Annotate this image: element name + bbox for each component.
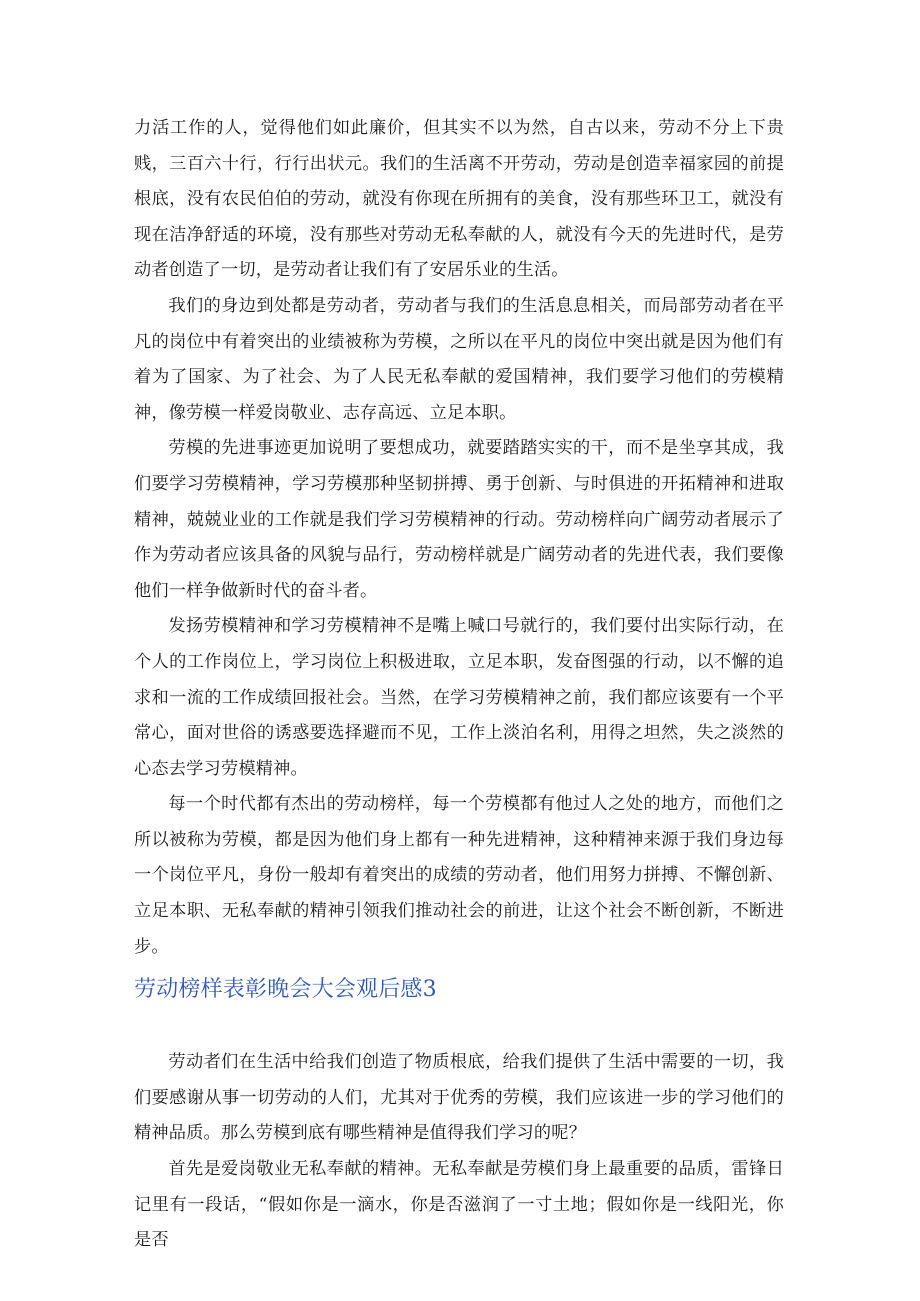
document-body [134, 111, 784, 1259]
paragraph: 劳模的先进事迹更加说明了要想成功，就要踏踏实实的干，而不是坐享其成，我们要学习劳模精神，学习劳模那种坚韧拼搏、勇于创新、与时俱进的开拓精神和进取精神，兢兢业业的工作就是我们学习劳模精神的行动。劳动榜样向广阔劳动者展示了作为劳动者应该具备的风貌与品行，劳动榜样就是广阔劳动者的先进代表，我们要像他们一样争做新时代的奋斗者。 [134, 438, 784, 601]
paragraph: 每一个时代都有杰出的劳动榜样，每一个劳模都有他过人之处的地方，而他们之所以被称为劳模，都是因为他们身上都有一种先进精神，这种精神来源于我们身边每一个岗位平凡，身份一般却有着突出的成绩的劳动者，他们用努力拼搏、不懈创新、立足本职、无私奉献的精神引领我们推动社会的前进，让这个社会不断创新，不断进步。 [134, 794, 784, 957]
paragraph: 劳动者们在生活中给我们创造了物质根底，给我们提供了生活中需要的一切，我们要感谢从事一切劳动的人们，尤其对于优秀的劳模，我们应该进一步的学习他们的精神品质。那么劳模到底有哪些精神是值得我们学习的呢？ [134, 1052, 784, 1144]
paragraph: 我们的身边到处都是劳动者，劳动者与我们的生活息息相关，而局部劳动者在平凡的岗位中有着突出的业绩被称为劳模，之所以在平凡的岗位中突出就是因为他们有着为了国家、为了社会、为了人民无私奉献的爱国精神，我们要学习他们的劳模精神，像劳模一样爱岗敬业、志存高远、立足本职。 [134, 295, 784, 423]
paragraph: 首先是爱岗敬业无私奉献的精神。无私奉献是劳模们身上最重要的品质，雷锋日记里有一段话，“假如你是一滴水，你是否滋润了一寸土地；假如你是一线阳光，你是否 [134, 1159, 784, 1251]
paragraph-continued: 力活工作的人，觉得他们如此廉价，但其实不以为然，自古以来，劳动不分上下贵贱，三百六十行，行行出状元。我们的生活离不开劳动，劳动是创造幸福家园的前提根底，没有农民伯伯的劳动，就没有你现在所拥有的美食，没有那些环卫工，就没有现在洁净舒适的环境，没有那些对劳动无私奉献的人，就没有今天的先进时代，是劳动者创造了一切，是劳动者让我们有了安居乐业的生活。 [134, 118, 784, 281]
section-heading: 劳动榜样表彰晚会大会观后感3 [134, 977, 437, 1003]
paragraph: 发扬劳模精神和学习劳模精神不是嘴上喊口号就行的，我们要付出实际行动，在个人的工作岗位上，学习岗位上积极进取，立足本职，发奋图强的行动，以不懈的追求和一流的工作成绩回报社会。当然，在学习劳模精神之前，我们都应该要有一个平常心，面对世俗的诱惑要选择避而不见，工作上淡泊名利，用得之坦然，失之淡然的心态去学习劳模精神。 [134, 616, 784, 779]
